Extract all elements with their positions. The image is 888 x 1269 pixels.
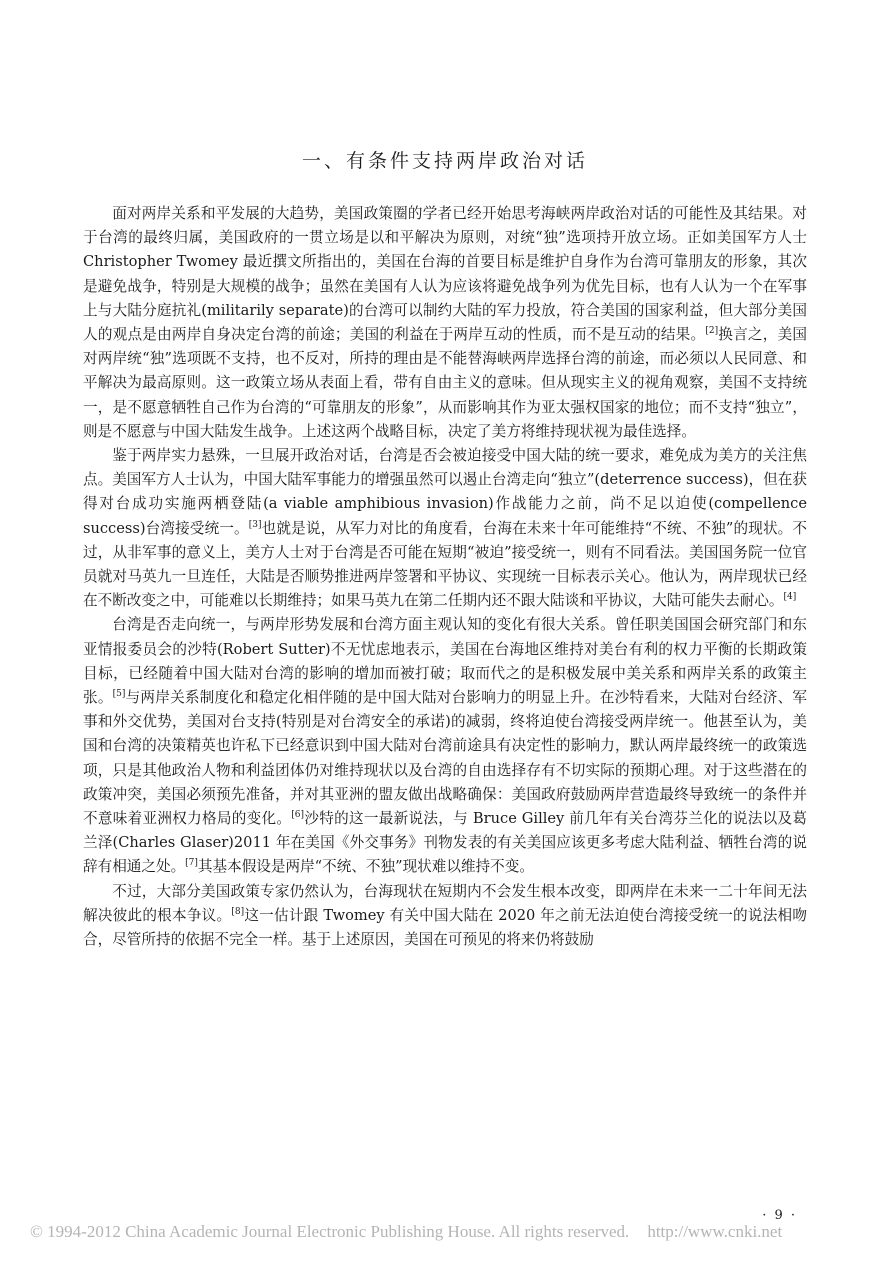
citation-mark: [5] (112, 689, 126, 700)
page-number: · 9 · (762, 1208, 797, 1223)
citation-mark: [4] (783, 592, 797, 603)
paragraph-text: 这一估计跟 Twomey 有关中国大陆在 2020 年之前无法迫使台湾接受统一的说法相吻合，尽管所持的依据不完全一样。基于上述原因，美国在可预见的将来仍将鼓励 (83, 906, 807, 949)
section-title: 一、有条件支持两岸政治对话 (301, 150, 588, 172)
paragraph-text: 也就是说，从军力对比的角度看，台海在未来十年可能维持“不统、不独”的现状。不过，从非军事的意义上，美方人士对于台湾是否可能在短期“被迫”接受统一，则有不同看法。美国国务院一位官员就对马英九一旦连任，大陆是否顺势推进两岸签署和平协议、实现统一目标表示关心。他认为，两岸现状已经在不断改变之中，可能难以长期维持；如果马英九在第二任期内还不跟大陆谈和平协议，大陆可能失去耐心。 (83, 519, 807, 610)
citation-mark: [6] (291, 810, 305, 821)
paragraph-3 (83, 613, 807, 879)
citation-mark: [3] (248, 519, 262, 530)
paragraph-2 (83, 444, 807, 613)
paragraph-text: 面对两岸关系和平发展的大趋势，美国政策圈的学者已经开始思考海峡两岸政治对话的可能性及其结果。对于台湾的最终归属，美国政府的一贯立场是以和平解决为原则，对统“独”选项持开放立场。正如美国军方人士 Christopher Twomey 最近撰文所指出的，美国在台海的首要目标是维护自身作为台湾可靠朋友的形象，其次是避免战争，特别是大规模的战争；虽然在美国有人认为应该将避免战争列为优先目标，也有人认为一个在军事上与大陆分庭抗礼(militarily separate)的台湾可以制约大陆的军力投放，符合美国的国家利益，但大部分美国人的观点是由两岸自身决定台湾的前途；美国的利益在于两岸互动的性质，而不是互动的结果。 (83, 205, 807, 344)
paragraph-text: 沙特的这一最新说法，与 Bruce Gilley 前几年有关台湾芬兰化的说法以及葛兰泽(Charles Glaser)2011 年在美国《外交事务》刊物发表的有关美国应该更多考虑大陆利益、牺牲台湾的说辞有相通之处。 (83, 810, 807, 876)
footer-copyright: © 1994-2012 China Academic Journal Electronic Publishing House. All rights reserved. (30, 1222, 630, 1241)
paragraph-text: 与两岸关系制度化和稳定化相伴随的是中国大陆对台影响力的明显上升。在沙特看来，大陆对台经济、军事和外交优势，美国对台支持(特别是对台湾安全的承诺)的减弱，终将迫使台湾接受两岸统一。他甚至认为，美国和台湾的决策精英也许私下已经意识到中国大陆对台湾前途具有决定性的影响力，默认两岸最终统一的政策选项，只是其他政治人物和利益团体仍对维持现状以及台湾的自由选择存有不切实际的预期心理。对于这些潜在的政策冲突，美国必须预先准备，并对其亚洲的盟友做出战略确保：美国政府鼓励两岸营造最终导致统一的条件并不意味着亚洲权力格局的变化。 (83, 689, 807, 828)
paragraph-4 (83, 880, 807, 953)
paragraph-text: 台湾是否走向统一，与两岸形势发展和台湾方面主观认知的变化有很大关系。曾任职美国国会研究部门和东亚情报委员会的沙特(Robert Sutter)不无忧虑地表示，美国在台海地区维持对美台有利的权力平衡的长期政策目标，已经随着中国大陆对台湾的影响的增加而被打破；取而代之的是积极发展中美关系和两岸关系的政策主张。 (83, 616, 807, 707)
body-text (83, 202, 807, 952)
footer (30, 1222, 810, 1242)
citation-mark: [7] (185, 858, 198, 869)
paragraph-text: 鉴于两岸实力悬殊，一旦展开政治对话，台湾是否会被迫接受中国大陆的统一要求，难免成为美方的关注焦点。美国军方人士认为，中国大陆军事能力的增强虽然可以遏止台湾走向“独立”(deterrence success)，但在获得对台成功实施两栖登陆(a viable amphibious invasion)作战能力之前，尚不足以迫使(compellence success)台湾接受统一。 (83, 447, 807, 537)
paragraph-text: 其基本假设是两岸“不统、不独”现状难以维持不变。 (197, 858, 534, 876)
citation-mark: [2] (705, 326, 719, 337)
footer-url[interactable]: http://www.cnki.net (647, 1222, 783, 1241)
citation-mark: [8] (231, 907, 245, 918)
paragraph-text: 不过，大部分美国政策专家仍然认为，台海现状在短期内不会发生根本改变，即两岸在未来一二十年间无法解决彼此的根本争议。 (83, 882, 807, 924)
paragraph-1 (83, 202, 807, 444)
paragraph-text: 换言之，美国对两岸统“独”选项既不支持，也不反对，所持的理由是不能替海峡两岸选择台湾的前途，而必须以人民同意、和平解决为最高原则。这一政策立场从表面上看，带有自由主义的意味。但从现实主义的视角观察，美国不支持统一，是不愿意牺牲自己作为台湾的“可靠朋友的形象”，从而影响其作为亚太强权国家的地位；而不支持“独立”，则是不愿意与中国大陆发生战争。上述这两个战略目标，决定了美方将维持现状视为最佳选择。 (83, 326, 807, 440)
paper-page (83, 0, 807, 1269)
